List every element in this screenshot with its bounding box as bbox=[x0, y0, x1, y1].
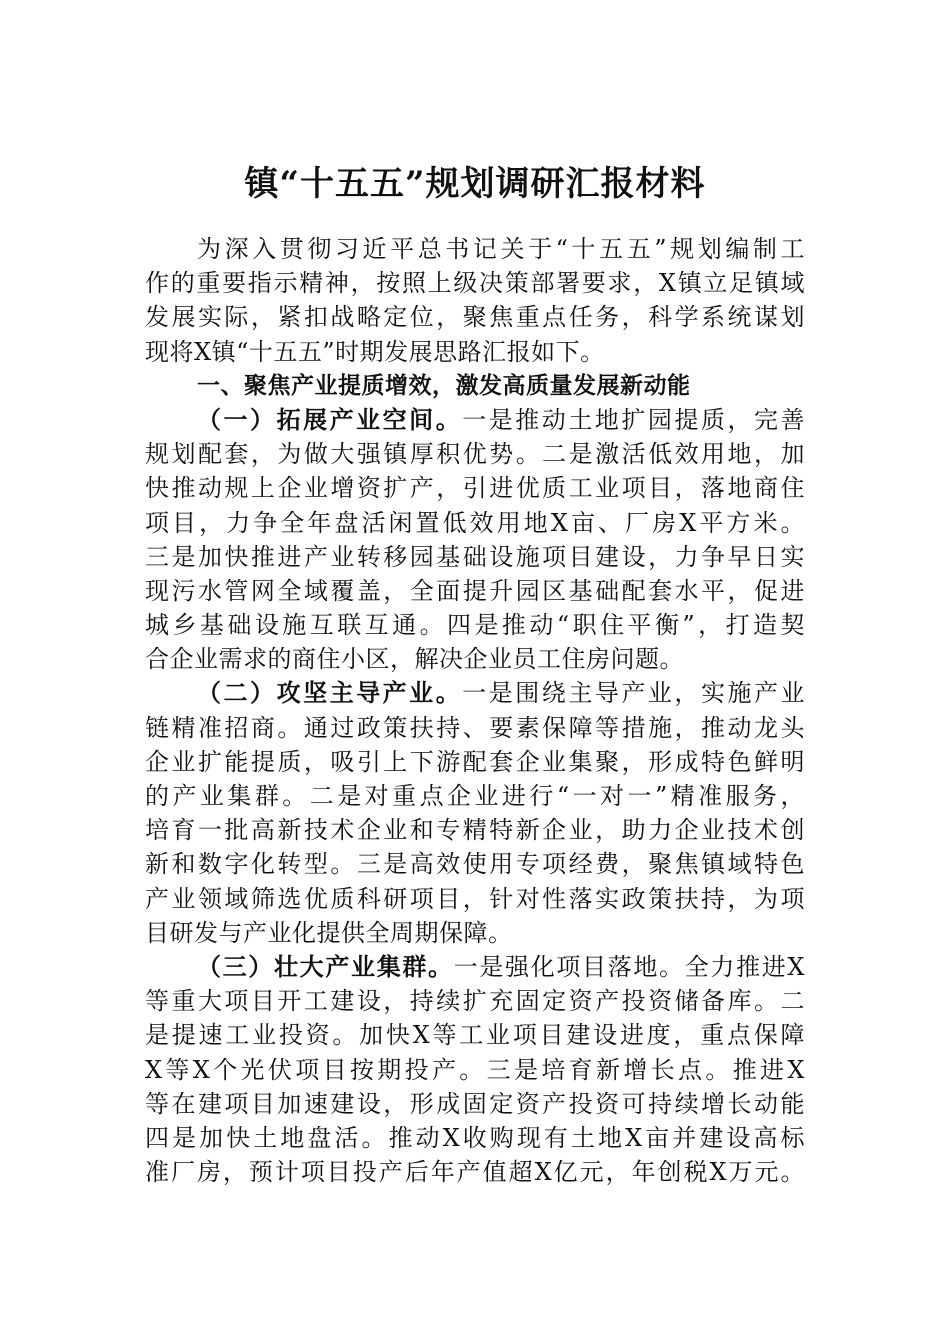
paragraph-line: 是提速工业投资。加快X等工业项目建设进度，重点保障 bbox=[145, 1021, 805, 1050]
paragraph-line: 现将X镇“十五五”时期发展思路汇报如下。 bbox=[145, 337, 605, 366]
paragraph-line: 三是加快推进产业转移园基础设施项目建设，力争早日实 bbox=[145, 542, 805, 571]
paragraph-line: 准厂房，预计项目投产后年产值超X亿元，年创税X万元。 bbox=[145, 1158, 805, 1187]
paragraph-line: 新和数字化转型。三是高效使用专项经费，聚焦镇域特色 bbox=[145, 850, 805, 879]
paragraph-line: X等X个光伏项目按期投产。三是培育新增长点。推进X bbox=[145, 1055, 805, 1084]
subsection-line bbox=[145, 950, 805, 984]
paragraph-line: 企业扩能提质，吸引上下游配套企业集聚，形成特色鲜明 bbox=[145, 747, 805, 776]
paragraph-line: 快推动规上企业增资扩产，引进优质工业项目，落地商住 bbox=[145, 474, 805, 503]
subsection-title: （三）壮大产业集群。 bbox=[197, 951, 454, 981]
section-heading: 一、聚焦产业提质增效，激发高质量发展新动能 bbox=[197, 372, 691, 399]
subsection-text: 一是强化项目落地。全力推进X bbox=[453, 952, 805, 981]
paragraph-line: 等重大项目开工建设，持续扩充固定资产投资储备库。二 bbox=[145, 987, 805, 1016]
paragraph-line: 作的重要指示精神，按照上级决策部署要求，X镇立足镇域 bbox=[145, 269, 805, 298]
subsection-line bbox=[145, 403, 805, 437]
paragraph-line: 项目，力争全年盘活闲置低效用地X亩、厂房X平方米。 bbox=[145, 508, 805, 537]
paragraph-line: 为深入贯彻习近平总书记关于“十五五”规划编制工 bbox=[197, 235, 805, 263]
paragraph-line: 培育一批高新技术企业和专精特新企业，助力企业技术创 bbox=[145, 816, 805, 845]
paragraph-line: 现污水管网全域覆盖，全面提升园区基础配套水平，促进 bbox=[145, 576, 805, 605]
document-body bbox=[145, 232, 805, 1189]
subsection-title: （一）拓展产业空间。 bbox=[197, 404, 463, 434]
paragraph-line: 目研发与产业化提供全周期保障。 bbox=[145, 918, 513, 947]
paragraph-line: 城乡基础设施互联互通。四是推动“职住平衡”，打造契 bbox=[145, 611, 805, 640]
paragraph-line: 合企业需求的商住小区，解决企业员工住房问题。 bbox=[145, 645, 684, 674]
paragraph-line: 产业领域筛选优质科研项目，针对性落实政策扶持，为项 bbox=[145, 884, 805, 913]
paragraph-line: 规划配套，为做大强镇厚积优势。二是激活低效用地，加 bbox=[145, 440, 805, 469]
paragraph-line: 等在建项目加速建设，形成固定资产投资可持续增长动能 bbox=[145, 1089, 805, 1118]
paragraph-line: 四是加快土地盘活。推动X收购现有土地X亩并建设高标 bbox=[145, 1123, 805, 1152]
subsection-line bbox=[145, 676, 805, 710]
subsection-text: 一是推动土地扩园提质，完善 bbox=[462, 405, 806, 434]
paragraph-line: 链精准招商。通过政策扶持、要素保障等措施，推动龙头 bbox=[145, 713, 805, 742]
subsection-text: 一是围绕主导产业，实施产业 bbox=[462, 679, 806, 708]
subsection-title: （二）攻坚主导产业。 bbox=[197, 678, 463, 708]
paragraph-line: 的产业集群。二是对重点企业进行“一对一”精准服务， bbox=[145, 782, 805, 810]
paragraph-line: 发展实际，紧扣战略定位，聚焦重点任务，科学系统谋划 bbox=[145, 303, 805, 332]
document-title: 镇“十五五”规划调研汇报材料 bbox=[244, 164, 706, 204]
